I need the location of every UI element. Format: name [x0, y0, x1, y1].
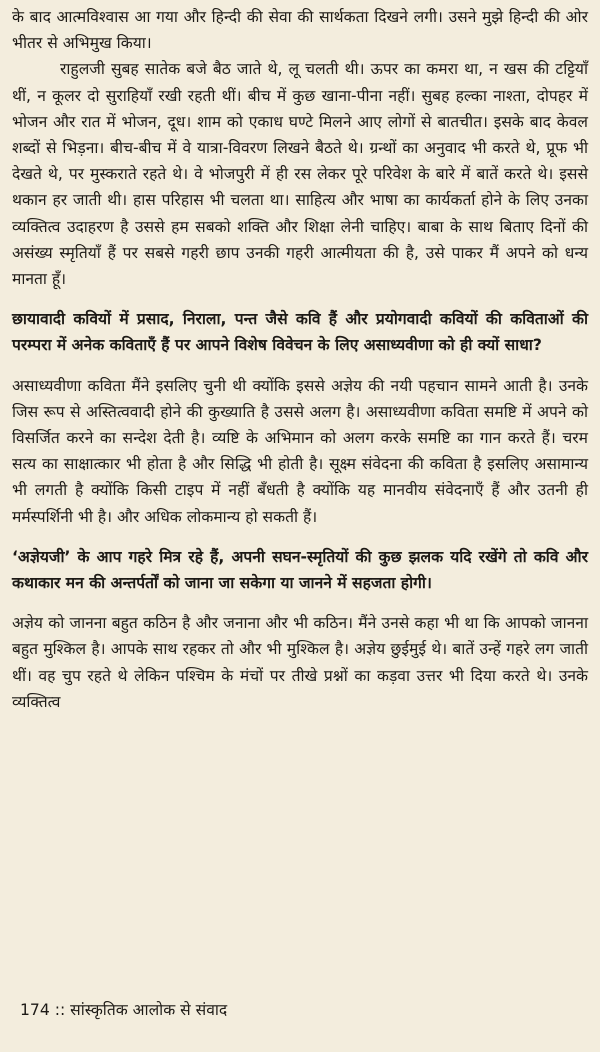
paragraph-gap — [12, 359, 588, 373]
paragraph-gap — [12, 530, 588, 544]
paragraph-rahulji-memories: राहुलजी सुबह सातेक बजे बैठ जाते थे, लू चलती थी। ऊपर का कमरा था, न खस की टट्टियाँ थीं, न कूलर दो सुराहियाँ रखी रहती थीं। बीच में कुछ खाना-पीना नहीं। सुबह हल्का नाश्ता, दोपहर में भोजन और रात में भोजन, दूध। शाम को एकाध घण्टे मिलने आए लोगों से बातचीत। इसके बाद केवल शब्दों से भिड़ना। बीच-बीच में वे यात्रा-विवरण लिखने बैठते थे। ग्रन्थों का अनुवाद भी करते थे, प्रूफ भी देखते थे, पर मुस्कराते रहते थे। वे भोजपुरी में ही रस लेकर पूरे परिवेश के बारे में बातें करते थे। इससे थकान हर जाती थी। हास परिहास भी चलता था। साहित्य और भाषा का कार्यकर्ता होने के लिए उनका व्यक्तित्व उदाहरण है उससे हम सबको शक्ति और शिक्षा लेनी चाहिए। बाबा के साथ बिताए दिनों की असंख्य स्मृतियाँ हैं पर सबसे गहरी छाप उनकी गहरी आत्मीयता की है, उसे पाकर मैं अपने को धन्य मानता हूँ। — [12, 60, 588, 289]
paragraph-continuation: के बाद आत्मविश्वास आ गया और हिन्दी की सेवा की सार्थकता दिखने लगी। उसने मुझे हिन्दी की ओर भीतर से अभिमुख किया। — [12, 8, 588, 53]
question-agyeya-memories: ‘अज्ञेयजी’ के आप गहरे मित्र रहे हैं, अपनी सघन-स्मृतियों की कुछ झलक यदि रखेंगे तो कवि और कथाकार मन की अन्तर्पर्तों को जाना जा सकेगा या जानने में सहजता होगी। — [12, 547, 588, 593]
paragraph-gap — [12, 596, 588, 610]
book-page — [12, 4, 588, 1044]
paragraph-gap — [12, 292, 588, 306]
question-asadhyaveena: छायावादी कवियों में प्रसाद, निराला, पन्त जैसे कवि हैं और प्रयोगवादी कवियों की कविताओं की परम्परा में अनेक कविताएँ हैं पर आपने विशेष विवेचन के लिए असाध्यवीणा को ही क्यों साधा? — [12, 310, 588, 355]
answer-agyeya-memories: अज्ञेय को जानना बहुत कठिन है और जनाना और भी कठिन। मैंने उनसे कहा भी था कि आपको जानना बहुत मुश्किल है। आपके साथ रहकर तो और भी मुश्किल है। अज्ञेय छुईमुई थे। बातें उन्हें गहरे लग जाती थीं। वह चुप रहते थे लेकिन पश्चिम के मंचों पर तीखे प्रश्नों का कड़वा उत्तर भी दिया करते थे। उनके व्यक्तित्व — [12, 614, 588, 711]
answer-asadhyaveena: असाध्यवीणा कविता मैंने इसलिए चुनी थी क्योंकि इससे अज्ञेय की नयी पहचान सामने आती है। उनके जिस रूप से अस्तित्ववादी होने की कुख्याति है उससे अलग है। असाध्यवीणा कविता समष्टि में अपने को विसर्जित करने का सन्देश देती है। व्यष्टि के अभिमान को अलग करके समष्टि का गान करते हैं। चरम सत्य का साक्षात्कार भी होता है और सिद्धि भी होती है। सूक्ष्म संवेदना की कविता है इसलिए असामान्य भी लगती है क्योंकि किसी टाइप में नहीं बँधती है क्योंकि यह मानवीय संवेदनाएँ हैं और उतनी ही मर्मस्पर्शिनी भी है। और अधिक लोकमान्य हो सकती हैं। — [12, 376, 588, 526]
page-footer: 174 :: सांस्कृतिक आलोक से संवाद — [20, 1001, 228, 1019]
